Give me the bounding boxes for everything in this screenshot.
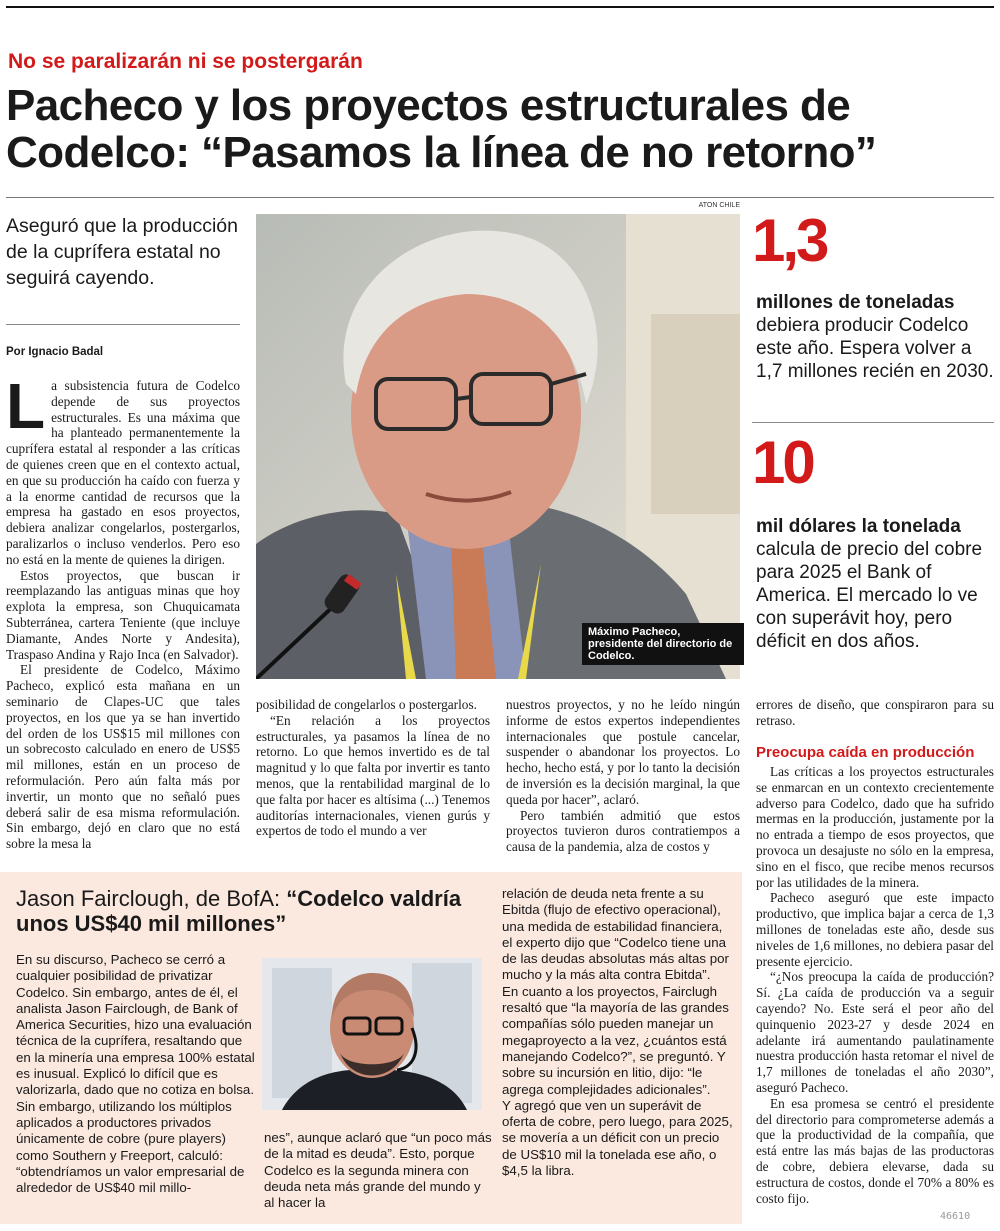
photo-credit: ATON CHILE (698, 202, 740, 209)
paragraph: Pacheco aseguró que este impacto productivo, que implica bajar a cerca de 1,3 millones de toneladas este año, desde sus niveles de 1,6 millones, no debiera pasar del presente ejercicio. (756, 890, 994, 969)
box-column-right (502, 886, 736, 1179)
paragraph: “En relación a los proyectos estructurales, ya pasamos la línea de no retorno. Lo que hemos invertido es de tal magnitud y lo que falta por invertir es tanto menos, que la rentabilidad marginal de lo que falta por hacer es altísima (...) Tenemos auditorías internacionales, vienen gurús y expertos de todo el mundo a ver (256, 712, 490, 839)
stat-description: debiera producir Codelco este año. Espera volver a 1,7 millones recién en 2030. (756, 315, 994, 382)
drop-cap: L (6, 370, 46, 442)
paragraph: a subsistencia futura de Codelco depende de sus proyectos estructurales. Es una máxima que ha planteado permanentemente la cuprífera estatal al responder a las críticas de quienes creen que en el contexto actual, en que su producción ha caído con fuerza y a la enorme cantidad de recursos que la empresa ha gastado en esos proyectos, debiera analizar congelarlos, postergarlos, paralizarlos o incluso venderlos. Pero eso no está en la mente de quienes la dirigen. (6, 378, 240, 567)
stat-number: 1,3 (752, 207, 827, 274)
photo-caption: Máximo Pacheco, presidente del directorio de Codelco. (582, 623, 744, 665)
article-column-1 (6, 370, 240, 852)
page-number: 46610 (940, 1211, 971, 1222)
kicker: No se paralizarán ni se postergarán (8, 50, 363, 73)
box-column-middle (264, 1130, 494, 1211)
paragraph: posibilidad de congelarlos o postergarlos. (256, 697, 477, 712)
article-column-2 (256, 697, 490, 839)
stat-description: calcula de precio del cobre para 2025 el Bank of America. El mercado lo ve con superávit hoy, pero déficit en dos años. (756, 539, 983, 652)
headline-rule (6, 197, 994, 198)
box-column-left (16, 952, 256, 1196)
paragraph: “¿Nos preocupa la caída de producción? Sí. ¿La caída de producción va a seguir cayendo? No. Este será el peor año del quinquenio 2023-27 y desde 2024 en adelante irá aumentando paulatinamente nuestra producción hasta retomar el nivel de 1,7 millones de toneladas el año 2030”, aseguró Pacheco. (756, 969, 994, 1095)
analyst-illustration (262, 958, 482, 1110)
paragraph: El presidente de Codelco, Máximo Pacheco, explicó esta mañana en un seminario de Clapes-UC que tales proyectos, en los que ya se han invertido del orden de los US$15 mil millones con un sobrecosto calculado en enero de US$5 mil millones, están en un proceso de reformulación. Pero aún falta más por invertir, un monto que no señaló pues deberá salir de esa misma reformulación. Sin embargo, dejó en claro que no está sobre la mesa la (6, 662, 240, 852)
paragraph: Y agregó que ven un superávit de oferta de cobre, pero luego, para 2025, se movería a un déficit con un precio de US$10 mil la tonelada ese año, o $4,5 la libra. (502, 1097, 733, 1179)
box-title (16, 886, 496, 936)
article-column-4-top (756, 697, 994, 729)
box-title-bold: “Codelco valdría unos US$40 mil millones” (16, 886, 462, 936)
paragraph: nes”, aunque aclaró que “un poco más de la mitad es deuda”. Esto, porque Codelco es la segunda minera con deuda neta más grande del mundo y al hacer la (264, 1130, 492, 1211)
box-title-light: Jason Fairclough, de BofA: (16, 886, 287, 911)
headline: Pacheco y los proyectos estructurales de Codelco: “Pasamos la línea de no retorno” (6, 81, 877, 177)
paragraph: relación de deuda neta frente a su Ebitda (flujo de efectivo operacional), una medida de estabilidad financiera, el experto dijo que “Codelco tiene una de las deudas absolutas más altas por mucho y la más alta contra Ebitda”. (502, 886, 729, 983)
top-rule (6, 6, 994, 8)
paragraph: Pero también admitió que estos proyectos tuvieron duros contratiempos a causa de la pandemia, alza de costos y (506, 807, 740, 855)
stat-divider (752, 422, 994, 423)
paragraph: En esa promesa se centró el presidente del directorio para comprometerse además a que la productividad de la compañía, que está entre las más bajas de las productoras de cobre, debiera elevarse, dada su estructura de costos, donde el 70% a 80% es costo fijo. (756, 1095, 994, 1206)
paragraph: En su discurso, Pacheco se cerró a cualquier posibilidad de privatizar Codelco. Sin embargo, antes de él, el analista Jason Fairclough, de Bank of America Securities, hizo una evaluación técnica de la cuprífera, resaltando que en la minería una empresa 100% estatal es inusual. Explicó lo difícil que es valorizarla, dado que no cotiza en bolsa. Sin embargo, utilizando los múltiplos aplicados a productores privados únicamente de cobre (pure players) como Southern y Freeport, calculó: “obtendríamos un valor empresarial de alrededor de US$40 mil millo- (16, 952, 255, 1196)
paragraph: En cuanto a los proyectos, Fairclugh resaltó que “la mayoría de las grandes compañías sólo pueden manejar un megaproyecto a la vez, ¿cuántos está manejando Codelco?”, se preguntó. Y sobre su incursión en litio, dijo: “le agrega complejidades adicionales”. (502, 983, 729, 1097)
article-column-4 (756, 764, 994, 1206)
stat-number: 10 (752, 429, 813, 496)
deck: Aseguró que la producción de la cuprífera estatal no seguirá cayendo. (6, 215, 238, 289)
subhead: Preocupa caída en producción (756, 744, 975, 761)
byline: Por Ignacio Badal (6, 346, 104, 358)
analyst-photo (262, 958, 482, 1110)
portrait-illustration (256, 214, 740, 679)
paragraph: nuestros proyectos, y no he leído ningún informe de estos expertos independientes internacionales que postule cancelar, suspender o abandonar los proyectos. Lo hecho, hecho está, y por lo tanto la decisión de inversión es la decisión marginal, la que queda por hacer”, aclaró. (506, 697, 740, 807)
stat-block (756, 516, 994, 653)
paragraph: errores de diseño, que conspiraron para su retraso. (756, 697, 994, 728)
stat-block (756, 292, 994, 383)
stat-label: millones de toneladas (756, 292, 955, 313)
article-column-3 (506, 697, 740, 855)
paragraph: Las críticas a los proyectos estructurales se enmarcan en un contexto crecientemente adverso para Codelco, dado que ha sufrido mermas en la producción, justamente por la no entrada a tiempo de esos proyectos, que provoca un desajuste no sólo en la empresa, sino en el fisco, que recibe menos recursos por las utilidades de la minera. (756, 764, 994, 890)
stat-label: mil dólares la tonelada (756, 516, 961, 537)
deck-rule (6, 324, 240, 325)
paragraph: Estos proyectos, que buscan ir reemplazando las antiguas minas que hoy explota la empresa, son Chuquicamata Subterránea, cartera Teniente (que incluye Diamante, Andes Norte y Andesita), Traspaso Andina y Rajo Inca (en Salvador). (6, 567, 240, 662)
portrait-photo (256, 214, 740, 679)
